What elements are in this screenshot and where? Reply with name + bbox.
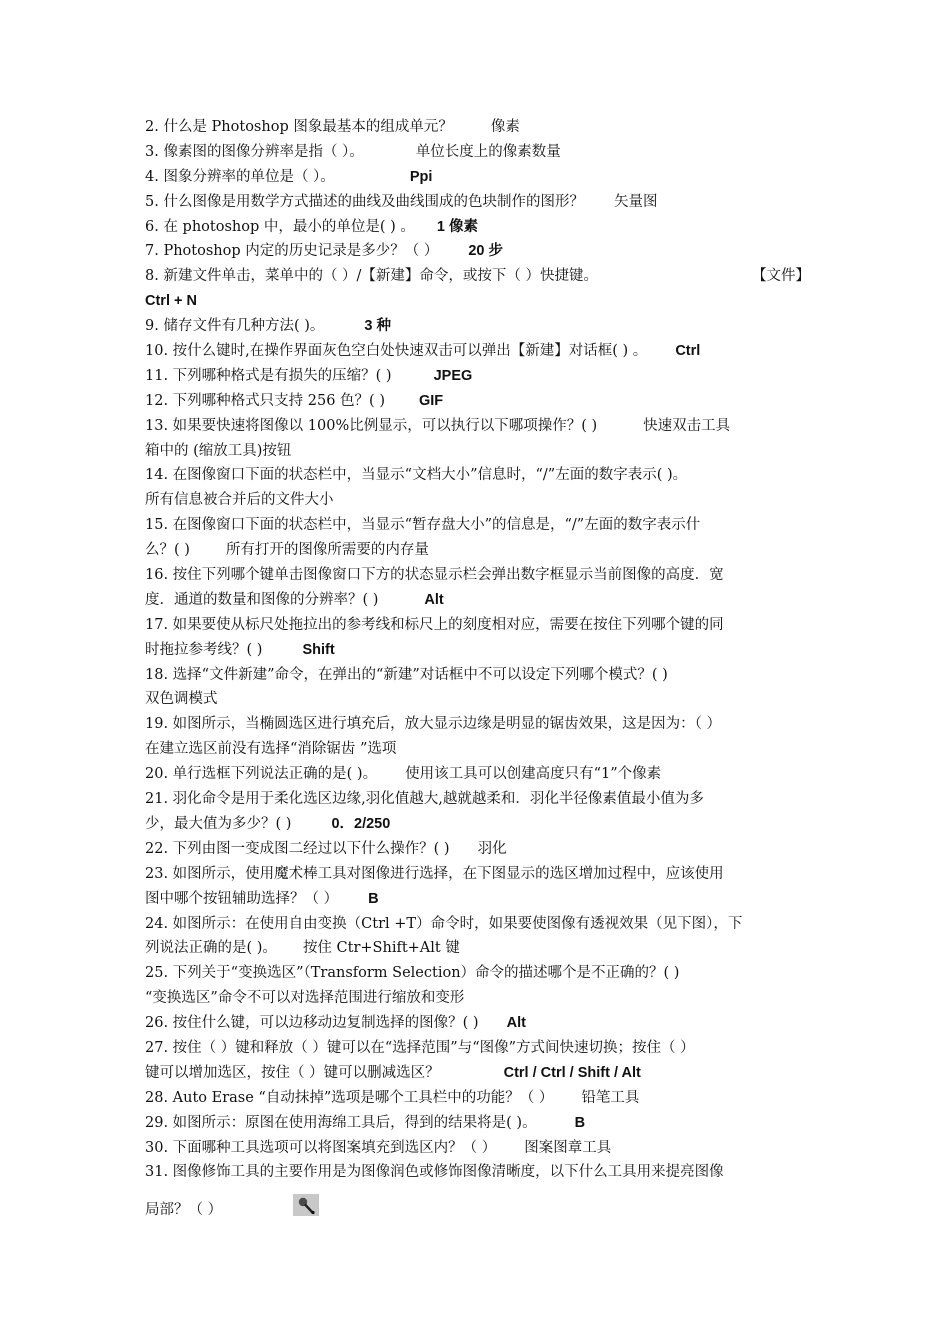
question-text: 19. 如图所示，当椭圆选区进行填充后，放大显示边缘是明显的锯齿效果，这是因为：（ ） [145, 716, 722, 733]
question-line [145, 289, 810, 314]
question-line [145, 737, 810, 762]
question-line [145, 887, 810, 912]
question-line [145, 513, 810, 538]
question-text: 7. Photoshop 内定的历史记录是多少？（ ） [145, 243, 439, 260]
question-line [145, 140, 810, 165]
question-line [145, 912, 810, 937]
question-line [145, 364, 810, 389]
question-line [145, 638, 810, 663]
answer-text: 3 种 [364, 318, 391, 335]
question-text: 少，最大值为多少？( ) [145, 815, 292, 832]
answer-text: 【文件】 [751, 268, 810, 285]
answer-text: 像素 [490, 119, 520, 135]
question-line [145, 613, 810, 638]
question-text: “变换选区”命令不可以对选择范围进行缩放和变形 [145, 990, 465, 1007]
question-text: 31. 图像修饰工具的主要作用是为图像润色或修饰图像清晰度，以下什么工具用来提亮图像 [145, 1164, 724, 1181]
question-line [145, 837, 810, 862]
question-text: 29. 如图所示：原图在使用海绵工具后，得到的结果将是( )。 [145, 1114, 537, 1131]
question-text: 13. 如果要快速将图像以 100%比例显示，可以执行以下哪项操作？( ) [145, 417, 598, 434]
answer-text: 使用该工具可以创建高度只有“1”个像素 [405, 766, 662, 783]
question-text: 键可以增加选区，按住（ ）键可以删减选区？ [145, 1064, 440, 1081]
question-text: 3. 像素图的图像分辨率是指（ ）。 [145, 143, 364, 160]
question-line [145, 1136, 810, 1161]
question-line [145, 588, 810, 613]
question-text: 图中哪个按钮辅助选择？（ ） [145, 890, 339, 907]
answer-text: 图案图章工具 [524, 1139, 612, 1156]
answer-text: JPEG [433, 367, 473, 384]
question-text: 26. 按住什么键，可以边移动边复制选择的图像？( ) [145, 1015, 479, 1032]
question-line [145, 488, 810, 513]
question-text: 8. 新建文件单击，菜单中的（ ）/【新建】命令，或按下（ ）快捷键。 [145, 268, 599, 285]
question-line [145, 687, 810, 712]
question-text: 时拖拉参考线？( ) [145, 641, 263, 658]
answer-text: 矢量图 [613, 193, 658, 210]
question-text: 30. 下面哪种工具选项可以将图案填充到选区内？（ ） [145, 1139, 497, 1156]
answer-text: Shift [302, 641, 335, 658]
question-text: 11. 下列哪种格式是有损失的压缩？( ) [145, 367, 392, 384]
answer-text: 按住 Ctr+Shift+Alt 键 [302, 940, 460, 957]
question-text: 24. 如图所示：在使用自由变换（Ctrl +T）命令时，如果要使图像有透视效果（见下图），下 [145, 915, 743, 932]
question-line [145, 239, 810, 264]
question-line [145, 1086, 810, 1111]
question-line [145, 264, 810, 289]
question-text: 双色调模式 [145, 691, 218, 708]
question-line [145, 986, 810, 1011]
question-line [145, 712, 810, 737]
question-line [145, 936, 810, 961]
question-text: 4. 图象分辨率的单位是（ ）。 [145, 168, 335, 185]
question-line [145, 215, 810, 240]
answer-text: GIF [419, 392, 444, 409]
question-text: 在建立选区前没有选择“消除锯齿 ”选项 [145, 741, 397, 758]
question-text: 27. 按住（ ）键和释放（ ）键可以在“选择范围”与“图像”方式间快速切换；按住（ ） [145, 1039, 695, 1056]
question-text: 10. 按什么键时,在操作界面灰色空白处快速双击可以弹出【新建】对话框( ) 。 [145, 343, 648, 360]
question-line [145, 663, 810, 688]
question-text: 12. 下列哪种格式只支持 256 色？( ) [145, 392, 385, 409]
question-text: 25. 下列关于“变换选区”（Transform Selection）命令的描述哪个是不正确的？( ) [145, 965, 680, 982]
answer-text: Ctrl + N [145, 293, 197, 310]
question-text: 所有信息被合并后的文件大小 [145, 492, 334, 509]
question-list [145, 115, 810, 1185]
question-line [145, 961, 810, 986]
dodge-tool-icon [293, 1194, 319, 1216]
answer-text: B [368, 890, 379, 907]
question-line [145, 862, 810, 887]
question-line [145, 339, 810, 364]
question-text: 28. Auto Erase “自动抹掉”选项是哪个工具栏中的功能？（ ） [145, 1089, 554, 1106]
question-text: 度．通道的数量和图像的分辨率？( ) [145, 591, 379, 608]
answer-text: 羽化 [477, 840, 507, 857]
answer-text: 单位长度上的像素数量 [415, 143, 561, 160]
answer-text: Alt [506, 1015, 526, 1032]
answer-text: Ppi [409, 168, 433, 185]
question-text: 6. 在 photoshop 中，最小的单位是( ) 。 [145, 218, 415, 235]
question-text: 18. 选择“文件新建”命令，在弹出的“新建”对话框中不可以设定下列哪个模式？( ) [145, 666, 668, 683]
question-text: 箱中的 (缩放工具)按钮 [145, 442, 292, 459]
question-line [145, 414, 810, 439]
question-line [145, 1160, 810, 1185]
question-line [145, 463, 810, 488]
question-line [145, 1111, 810, 1136]
question-line [145, 190, 810, 215]
question-text: 2. 什么是 Photoshop 图象最基本的组成单元？ [145, 119, 453, 135]
question-line [145, 538, 810, 563]
question-line [145, 439, 810, 464]
question-line [145, 1011, 810, 1036]
question-text: 列说法正确的是( )。 [145, 940, 277, 957]
question-text: 么？( ) [145, 542, 190, 559]
question-line [145, 1061, 810, 1086]
question-text: 14. 在图像窗口下面的状态栏中，当显示“文档大小”信息时，“/”左面的数字表示( )。 [145, 467, 688, 484]
answer-text: Ctrl [675, 343, 701, 360]
question-text: 9. 储存文件有几种方法( )。 [145, 318, 325, 335]
question-text: 16. 按住下列哪个键单击图像窗口下方的状态显示栏会弹出数字框显示当前图像的高度．宽 [145, 567, 724, 584]
answer-text: 所有打开的图像所需要的内存量 [225, 542, 429, 559]
question-text: 5. 什么图像是用数学方式描述的曲线及曲线围成的色块制作的图形？ [145, 193, 584, 210]
question-text: 17. 如果要使从标尺处拖拉出的参考线和标尺上的刻度相对应，需要在按住下列哪个键的同 [145, 616, 724, 633]
question-line [145, 165, 810, 190]
answer-text: Ctrl / Ctrl / Shift / Alt [503, 1064, 641, 1081]
answer-text: B [574, 1114, 586, 1131]
question-line [145, 115, 810, 140]
question-line [145, 787, 810, 812]
answer-text: 1 像素 [436, 218, 478, 235]
answer-text: Alt [424, 591, 444, 608]
answer-text: 快速双击工具 [643, 417, 731, 434]
answer-text: 20 步 [468, 243, 504, 260]
question-line [145, 563, 810, 588]
answer-text: 铅笔工具 [581, 1089, 640, 1106]
answer-text: 0．2/250 [331, 815, 391, 832]
question-text: 20. 单行选框下列说法正确的是( )。 [145, 766, 378, 783]
question-31-continuation: 局部？（ ） [145, 1202, 223, 1218]
question-line [145, 314, 810, 339]
question-text: 22. 下列由图一变成图二经过以下什么操作？( ) [145, 840, 450, 857]
question-line [145, 1036, 810, 1061]
question-line [145, 389, 810, 414]
question-line [145, 812, 810, 837]
question-text: 23. 如图所示，使用魔术棒工具对图像进行选择，在下图显示的选区增加过程中，应该使用 [145, 865, 724, 882]
question-text: 15. 在图像窗口下面的状态栏中，当显示“暂存盘大小”的信息是，“/”左面的数字表示什 [145, 517, 701, 534]
question-text: 21. 羽化命令是用于柔化选区边缘,羽化值越大,越就越柔和．羽化半径像素值最小值为多 [145, 791, 704, 808]
question-line [145, 762, 810, 787]
